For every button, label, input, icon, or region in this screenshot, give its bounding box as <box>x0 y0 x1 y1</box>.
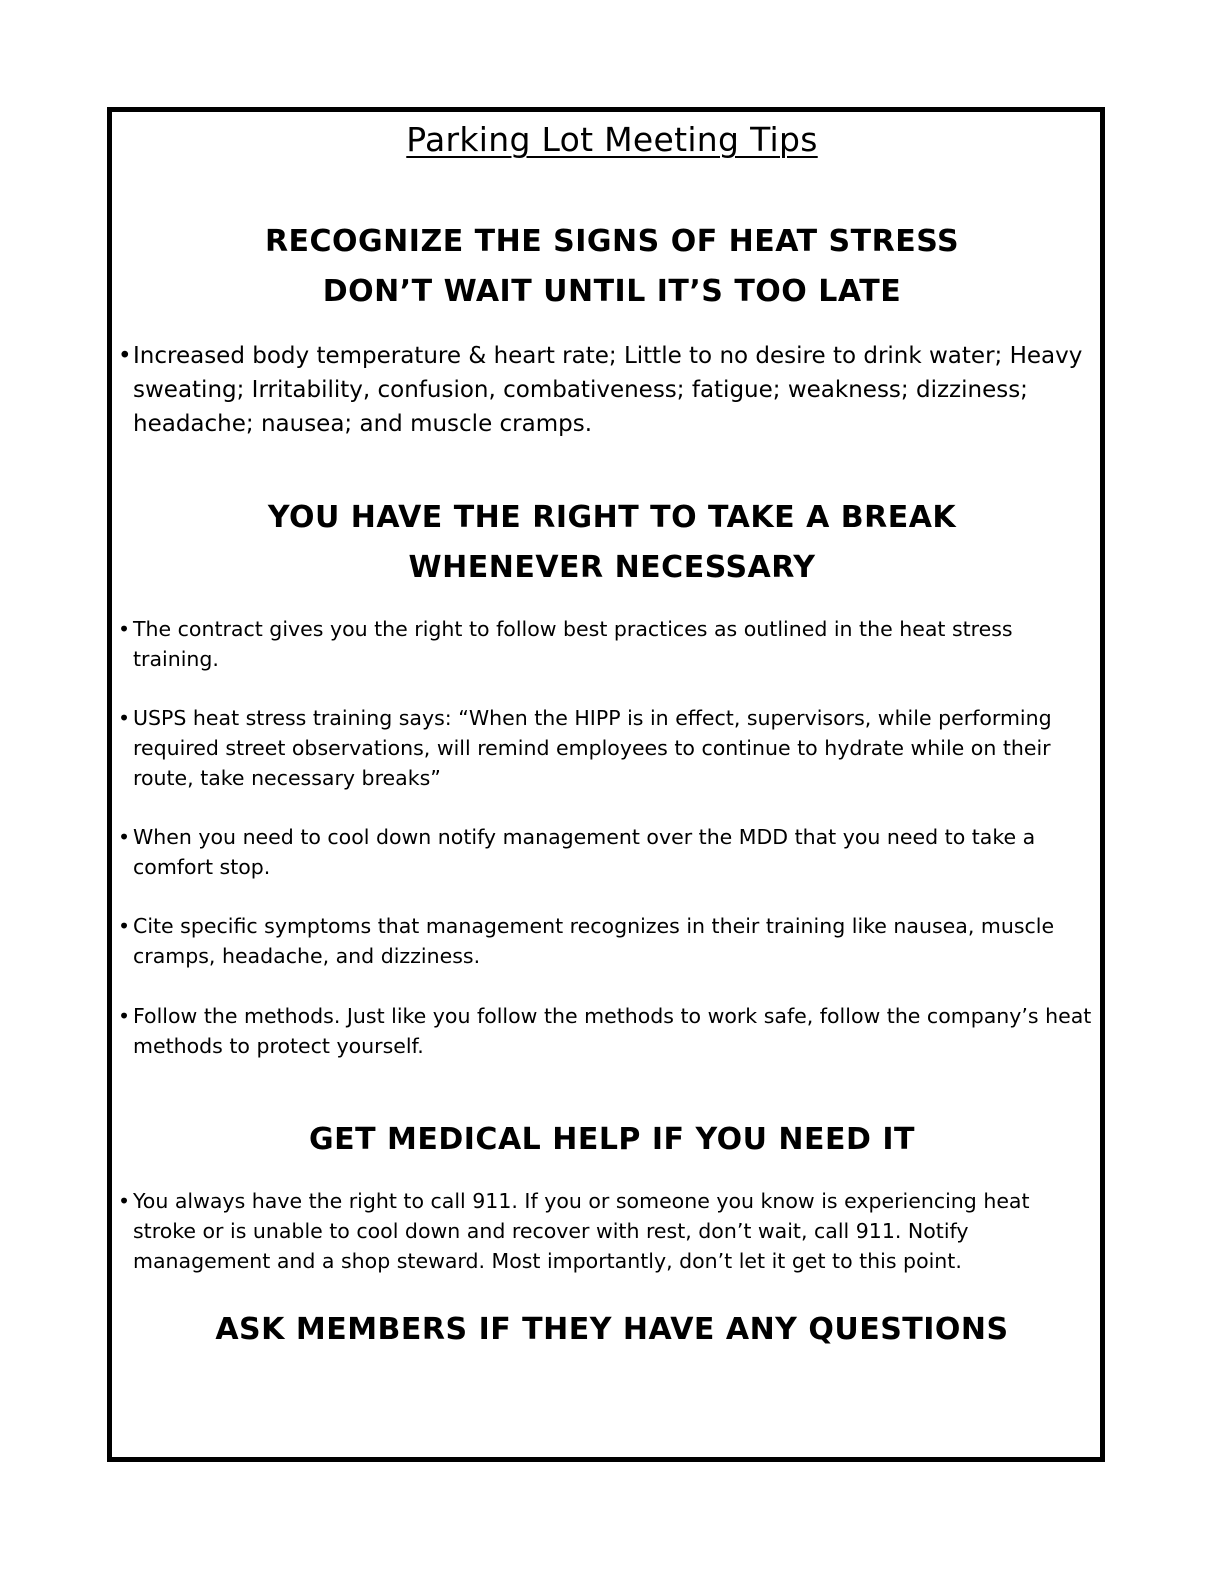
bullet-icon: • <box>118 343 132 369</box>
bullet-icon: • <box>118 825 131 849</box>
heading-line: ASK MEMBERS IF THEY HAVE ANY QUESTIONS <box>215 1312 1009 1347</box>
section-heading-ask-questions <box>0 1305 1224 1355</box>
list-item <box>118 1186 1098 1276</box>
bullet-icon: • <box>118 1004 131 1028</box>
bullet-text: Cite specific symptoms that management recognizes in their training like nausea, muscle cramps, headache, and dizziness. <box>133 914 1055 968</box>
bullet-text: Follow the methods. Just like you follow the methods to work safe, follow the company’s heat methods to protect yourself. <box>133 1004 1092 1058</box>
section-heading-right-to-break <box>0 493 1224 593</box>
list-item <box>118 822 1098 882</box>
bullet-text: USPS heat stress training says: “When the HIPP is in effect, supervisors, while performing required street observations, will remind employees to continue to hydrate while on their route, take necessary breaks” <box>133 706 1052 790</box>
heading-line: RECOGNIZE THE SIGNS OF HEAT STRESS <box>264 224 960 259</box>
bullet-text: Increased body temperature & heart rate; Little to no desire to drink water; Heavy sweating; Irritability, confusion, combativeness; fatigue; weakness; dizziness; headache; nausea; and muscle cramps. <box>133 343 1083 437</box>
list-item <box>118 703 1098 793</box>
heading-line: DON’T WAIT UNTIL IT’S TOO LATE <box>322 274 902 309</box>
list-item <box>118 614 1098 674</box>
page-title: Parking Lot Meeting Tips <box>406 120 818 159</box>
section-heading-medical-help <box>0 1115 1224 1165</box>
heading-line: YOU HAVE THE RIGHT TO TAKE A BREAK <box>267 500 957 535</box>
list-item <box>118 911 1098 971</box>
heading-line: GET MEDICAL HELP IF YOU NEED IT <box>308 1122 915 1157</box>
bullet-text: When you need to cool down notify management over the MDD that you need to take a comfort stop. <box>133 825 1036 879</box>
heading-line: WHENEVER NECESSARY <box>408 550 816 585</box>
bullet-text: The contract gives you the right to follow best practices as outlined in the heat stress training. <box>133 617 1013 671</box>
bullet-icon: • <box>118 914 131 938</box>
bullet-icon: • <box>118 1189 131 1213</box>
bullet-icon: • <box>118 706 131 730</box>
bullet-icon: • <box>118 617 131 641</box>
bullet-text: You always have the right to call 911. If you or someone you know is experiencing heat stroke or is unable to cool down and recover with rest, don’t wait, call 911. Notify management and a shop steward. Most importantly, don’t let it get to this point. <box>133 1189 1030 1273</box>
section-heading-heat-stress <box>0 217 1224 317</box>
list-item <box>118 339 1098 441</box>
list-item <box>118 1001 1098 1061</box>
